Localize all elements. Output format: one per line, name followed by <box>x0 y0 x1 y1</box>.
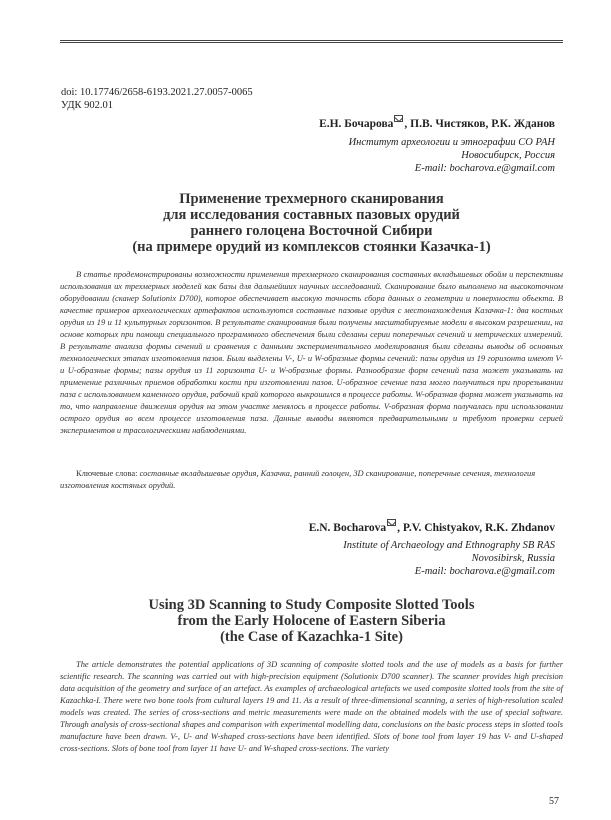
city-en: Novosibirsk, Russia <box>471 553 555 564</box>
institute-ru: Институт археологии и этнографии СО РАН <box>348 137 555 148</box>
affiliation-en <box>255 539 555 578</box>
authors-ru <box>319 118 555 130</box>
title-en-line: from the Early Holocene of Eastern Siberia <box>177 613 446 629</box>
city-ru: Новосибирск, Россия <box>461 150 555 161</box>
title-ru-line: для исследования составных пазовых орудий <box>163 207 460 223</box>
email-ru: E-mail: bocharova.e@gmail.com <box>414 163 555 174</box>
title-ru-line: Применение трехмерного сканирования <box>179 191 444 207</box>
top-double-rule <box>60 40 563 43</box>
page-number: 57 <box>549 796 559 807</box>
author-corresponding-ru: Е.Н. Бочарова <box>319 118 394 130</box>
authors-rest-ru: , П.В. Чистяков, Р.К. Жданов <box>404 118 555 130</box>
authors-rest-en: , P.V. Chistyakov, R.K. Zhdanov <box>397 522 555 534</box>
title-ru-line: (на примере орудий из комплексов стоянки Казачка-1) <box>132 239 491 255</box>
title-ru <box>60 191 563 255</box>
udk: УДК 902.01 <box>61 100 114 111</box>
title-ru-line: раннего голоцена Восточной Сибири <box>190 223 433 239</box>
envelope-icon <box>387 519 396 526</box>
doi: doi: 10.17746/2658-6193.2021.27.0057-0065 <box>61 87 253 98</box>
envelope-icon <box>394 115 403 122</box>
institute-en: Institute of Archaeology and Ethnography SB RAS <box>343 540 555 551</box>
authors-en <box>309 522 555 534</box>
abstract-en: The article demonstrates the potential applications of 3D scanning of composite slotted tools and the use of models as a basis for further scientific research. The scanning was carried out with high-precision equipment (Solutionix D700 scanner). The scanner provides high precision data acquisition of the geometry and surface of an artefact. As examples of archaeological artefacts we used composite slotted tools from the site of Kazachka-I. There were two bone tools from cultural layers 19 and 11. As a result of three-dimensional scanning, a series of high-resolution scaled models was created. The series of cross-sections and metric measurements were made on the obtained models with the use of special software. Through analysis of cross-sectional shapes and comparison with experimental modelling data, conclusions on the basic process steps in slotted tools manufacture have been drawn. V-, U- and W-shaped cross-sections have been identified. Slots of bone tool from layer 19 has V- and U-shaped cross-sections. Slots of bone tool from layer 11 have U- and W-shaped cross-sections. The variety <box>60 659 563 753</box>
affiliation-ru <box>255 136 555 175</box>
keywords-text: составные вкладышевые орудия, Казачка, ранний голоцен, 3D сканирование, поперечные сечения, технология изготовления костяных орудий. <box>60 468 536 490</box>
author-corresponding-en: E.N. Bocharova <box>308 522 387 534</box>
title-en-line: (the Case of Kazachka-1 Site) <box>220 629 403 645</box>
abstract-ru: В статье продемонстрированы возможности применения трехмерного сканирования составных вкладышевых обойм и перспективы использования их трехмерных моделей как базы для дальнейших научных исследований. Сканирование было выполнено на высокоточном оборудовании (сканер Solutionix D700), которое обеспечивает высокую точность сбора данных о геометрии и поверхности объекта. В качестве примеров археологических артефактов используются составные пазовые орудия с местонахождения Казачка-1: два костных орудия из 19 и 11 культурных горизонтов. В результате сканирования были получены масштабируемые модели в высоком разрешении, на основе которых при помощи специального программного обеспечения были сделаны серии поперечных сечений и метрических измерений. В результате анализа формы сечений и сравнения с данными экспериментального моделирования были сделаны выводы об основных технологических этапах изготовления пазов. Были выделены V-, U- и W-образные формы сечений: пазы орудия из 19 горизонта имеют V- и U-образные формы; пазы орудия из 11 горизонта U- и W-образные формы. Разнообразие форм сечений паза может указывать на применение различных приемов обработки кости при изготовлении пазов. U-образное сечение паза могло получиться при прорезывании паза с использованием каменного орудия, рабочий край которого выкрошился в процессе работы. W-образная форма может указывать на то, что направление движения орудия на этом участке менялось в процессе работы. V-образная форма получалась при использовании острого орудия во всем процессе изготовления паза. Данные выводы являются предварительными и требуют проверки серией экспериментов и трасологическими наблюдениями. <box>60 269 563 435</box>
keywords-label: Ключевые слова: <box>76 468 140 478</box>
article-meta <box>61 86 253 112</box>
title-en <box>60 597 563 645</box>
title-en-line: Using 3D Scanning to Study Composite Slotted Tools <box>148 597 475 613</box>
email-en: E-mail: bocharova.e@gmail.com <box>414 566 555 577</box>
keywords-ru <box>60 467 563 491</box>
